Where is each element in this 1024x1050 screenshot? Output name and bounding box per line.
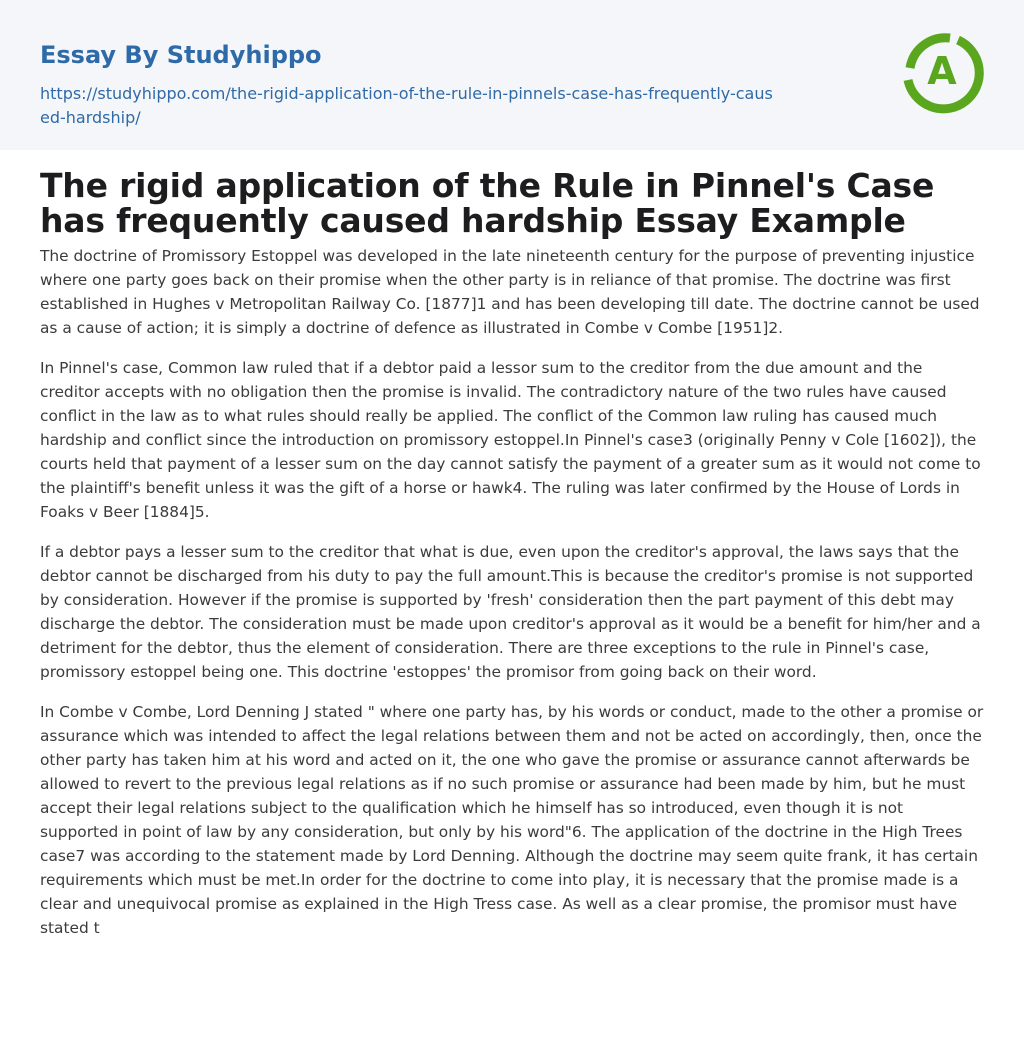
site-brand[interactable]: Essay By Studyhippo (40, 41, 322, 69)
studyhippo-logo-icon[interactable] (898, 28, 986, 116)
article-paragraph: If a debtor pays a lesser sum to the creditor that what is due, even upon the creditor's approval, the laws says that the debtor cannot be discharged from his duty to pay the full amount.This is because the creditor's promise is not supported by consideration. However if the promise is supported by 'fresh' consideration then the part payment of this debt may discharge the debtor. The consideration must be made upon creditor's approval as it would be a benefit for him/her and a detriment for the debtor, thus the element of consideration. There are three exceptions to the rule in Pinnel's case, promissory estoppel being one. This doctrine 'estoppes' the promisor from going back on their word. (40, 543, 981, 681)
article-paragraph: In Pinnel's case, Common law ruled that if a debtor paid a lessor sum to the creditor from the due amount and the creditor accepts with no obligation then the promise is invalid. The contradictory nature of the two rules have caused conflict in the law as to what rules should really be applied. The conflict of the Common law ruling has caused much hardship and conflict since the introduction on promissory estoppel.In Pinnel's case3 (originally Penny v Cole [1602]), the courts held that payment of a lesser sum on the day cannot satisfy the payment of a greater sum as it would not come to the plaintiff's benefit unless it was the gift of a horse or hawk4. The ruling was later confirmed by the House of Lords in Foaks v Beer [1884]5. (40, 359, 981, 521)
article-paragraph: In Combe v Combe, Lord Denning J stated " where one party has, by his words or conduct, made to the other a promise or assurance which was intended to affect the legal relations between them and not be acted on accordingly, then, once the other party has taken him at his word and acted on it, the one who gave the promise or assurance cannot afterwards be allowed to revert to the previous legal relations as if no such promise or assurance had been made by him, but he must accept their legal relations subject to the qualification which he himself has so introduced, even though it is not supported in point of law by any consideration, but only by his word"6. The application of the doctrine in the High Trees case7 was according to the statement made by Lord Denning. Although the doctrine may seem quite frank, it has certain requirements which must be met.In order for the doctrine to come into play, it is necessary that the promise made is a clear and unequivocal promise as explained in the High Tress case. As well as a clear promise, the promisor must have stated t (40, 703, 984, 937)
article-paragraph: The doctrine of Promissory Estoppel was developed in the late nineteenth century for the purpose of preventing injustice where one party goes back on their promise when the other party is in reliance of that promise. The doctrine was first established in Hughes v Metropolitan Railway Co. [1877]1 and has been developing till date. The doctrine cannot be used as a cause of action; it is simply a doctrine of defence as illustrated in Combe v Combe [1951]2. (40, 247, 980, 337)
source-url-link[interactable]: https://studyhippo.com/the-rigid-application-of-the-rule-in-pinnels-case-has-frequently-caused-hardship/ (40, 84, 773, 127)
logo-letter: A (927, 49, 957, 93)
article-body (0, 150, 1024, 940)
article-title: The rigid application of the Rule in Pinnel's Case has frequently caused hardship Essay Example (40, 166, 935, 240)
site-header (0, 0, 1024, 150)
